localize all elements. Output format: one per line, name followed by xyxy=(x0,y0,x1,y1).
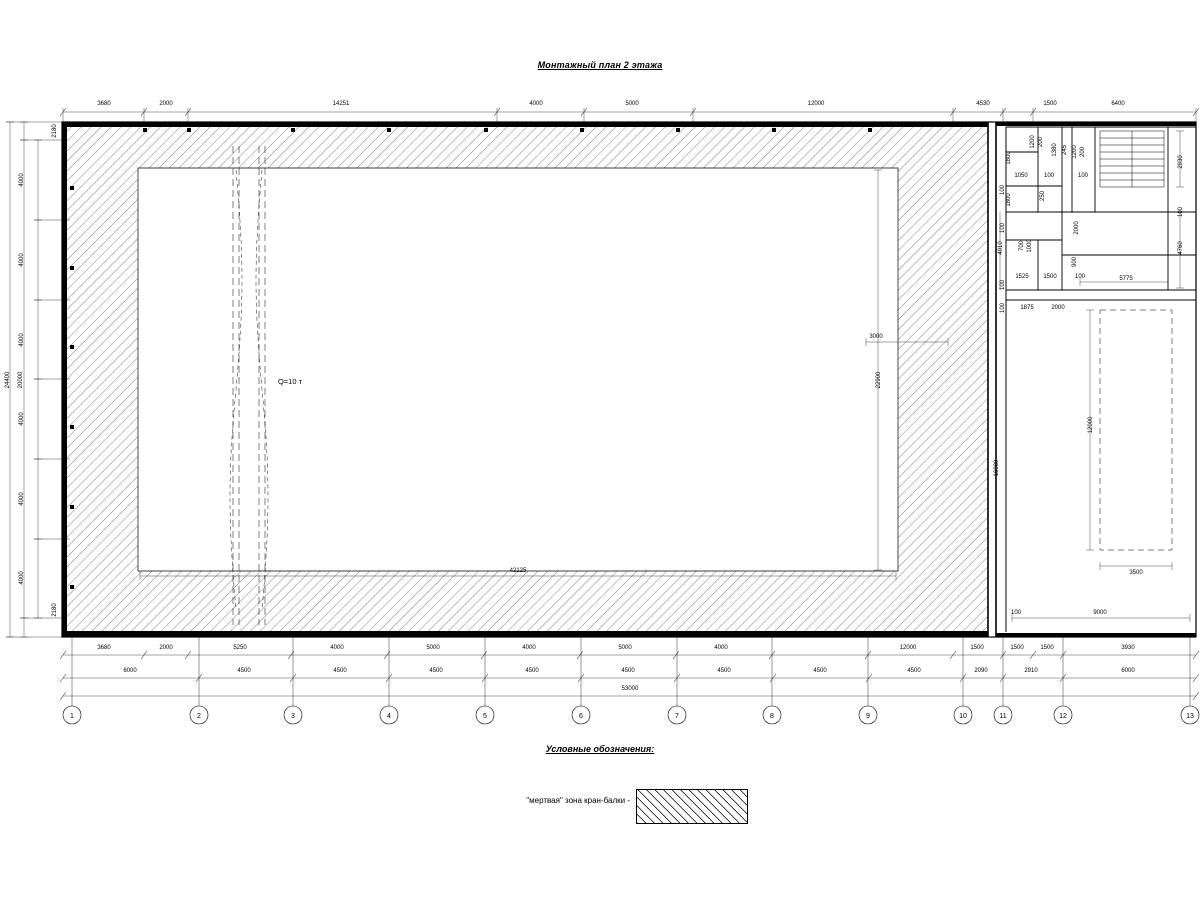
dim-bot2-11: 2910 xyxy=(1024,668,1038,674)
dim-interior-3000: 3000 xyxy=(869,334,883,340)
dim-top-9: 6400 xyxy=(1111,101,1125,107)
dim-bot1-3: 5250 xyxy=(233,645,247,651)
dim-bot1-11: 1500 xyxy=(1010,645,1024,651)
dim-bot2-6: 4500 xyxy=(621,668,635,674)
room-dim-1800-b: 1800 xyxy=(1006,193,1012,207)
dim-bot2-8: 4500 xyxy=(813,668,827,674)
room-dim-200-b: 200 xyxy=(1080,146,1086,158)
dim-bot2-5: 4500 xyxy=(525,668,539,674)
room-dim-100-c: 100 xyxy=(1000,222,1006,234)
dim-left-group: 20000 xyxy=(18,371,24,389)
dim-left-sub-top: 2180 xyxy=(52,124,58,138)
axis-bubble-7: 7 xyxy=(675,712,679,720)
room-dim-100-e: 100 xyxy=(1000,302,1006,314)
room-dim-1525: 1525 xyxy=(1015,274,1029,280)
room-dim-100-g: 100 xyxy=(1077,173,1089,179)
axis-bubble-1: 1 xyxy=(70,712,74,720)
room-dim-2000-a: 2000 xyxy=(1051,305,1065,311)
dim-top-2: 2000 xyxy=(159,101,173,107)
dim-bot1-5: 5000 xyxy=(426,645,440,651)
dim-bot2-3: 4500 xyxy=(333,668,347,674)
dim-bot2-10: 2090 xyxy=(974,668,988,674)
room-dim-900: 900 xyxy=(1072,256,1078,268)
room-dim-200-a: 200 xyxy=(1038,136,1044,148)
dim-left-2: 4000 xyxy=(19,253,25,267)
drawing-title: Монтажный план 2 этажа xyxy=(537,60,663,70)
dim-interior-3500: 3500 xyxy=(1129,570,1143,576)
dim-bot1-4: 4000 xyxy=(330,645,344,651)
axis-bubble-3: 3 xyxy=(291,712,295,720)
dim-bot2-2: 4500 xyxy=(237,668,251,674)
crane-capacity-label: Q=10 т xyxy=(277,377,303,386)
dim-bot2-12: 6000 xyxy=(1121,668,1135,674)
dim-bot1-13: 3930 xyxy=(1121,645,1135,651)
room-dim-1000: 1000 xyxy=(1027,239,1033,253)
room-dim-2000-b: 2000 xyxy=(1074,221,1080,235)
dim-left-5: 4000 xyxy=(19,492,25,506)
dim-bot1-8: 4000 xyxy=(714,645,728,651)
axis-bubble-5: 5 xyxy=(483,712,487,720)
room-dim-1800-a: 1800 xyxy=(1006,151,1012,165)
room-dim-100-a: 100 xyxy=(1043,173,1055,179)
room-dim-100-b: 100 xyxy=(1000,184,1006,196)
axis-bubble-10: 10 xyxy=(959,712,967,720)
dim-bot2-7: 4500 xyxy=(717,668,731,674)
dim-interior-5775: 5775 xyxy=(1119,276,1133,282)
dim-bot1-1: 3680 xyxy=(97,645,111,651)
dim-bot2-1: 6000 xyxy=(123,668,137,674)
room-dim-100-i: 100 xyxy=(1000,279,1006,291)
dim-bot1-9: 12000 xyxy=(899,645,917,651)
room-dim-100-f: 100 xyxy=(1010,610,1022,616)
axis-bubble-9: 9 xyxy=(866,712,870,720)
axis-bubble-4: 4 xyxy=(387,712,391,720)
dim-bot1-2: 2000 xyxy=(159,645,173,651)
dim-top-7: 4530 xyxy=(976,101,990,107)
dim-interior-12000: 12000 xyxy=(1088,416,1094,434)
room-dim-700: 700 xyxy=(1019,240,1025,252)
dim-left-total: 24400 xyxy=(5,371,11,389)
dim-bot2-9: 4500 xyxy=(907,668,921,674)
room-dim-245: 245 xyxy=(1062,144,1068,156)
axis-bubble-8: 8 xyxy=(770,712,774,720)
dim-bot2-4: 4500 xyxy=(429,668,443,674)
dim-interior-4010: 4010 xyxy=(998,241,1004,255)
dim-left-3: 4000 xyxy=(19,333,25,347)
room-dim-1200-b: 1200 xyxy=(1072,145,1078,159)
dim-bot1-6: 4000 xyxy=(522,645,536,651)
legend-item-label: "мертвая" зона кран-балки - xyxy=(526,796,630,805)
dim-bot1-12: 1500 xyxy=(1040,645,1054,651)
legend-title: Условные обозначения: xyxy=(545,744,655,754)
axis-bubble-6: 6 xyxy=(579,712,583,720)
dim-left-1: 4000 xyxy=(19,173,25,187)
dim-interior-2930: 2930 xyxy=(1178,155,1184,169)
axis-bubble-12: 12 xyxy=(1059,712,1067,720)
dim-left-sub-bottom: 2180 xyxy=(52,603,58,617)
dim-interior-4760: 4760 xyxy=(1178,241,1184,255)
dim-bot1-10: 1500 xyxy=(970,645,984,651)
room-dim-1050: 1050 xyxy=(1014,173,1028,179)
dim-left-4: 4000 xyxy=(19,412,25,426)
room-dim-250: 250 xyxy=(1040,190,1046,202)
dim-interior-42125: 42125 xyxy=(509,568,527,574)
axis-bubble-2: 2 xyxy=(197,712,201,720)
dim-total-53000: 53000 xyxy=(621,686,639,692)
dim-top-8: 1500 xyxy=(1043,101,1057,107)
dim-top-4: 4000 xyxy=(529,101,543,107)
room-dim-100-d: 100 xyxy=(1074,274,1086,280)
dim-bot1-7: 5000 xyxy=(618,645,632,651)
axis-bubble-13: 13 xyxy=(1186,712,1194,720)
dim-interior-9000: 9000 xyxy=(1093,610,1107,616)
dim-interior-16980: 16980 xyxy=(994,459,1000,477)
dim-top-3: 14251 xyxy=(332,101,350,107)
dim-top-6: 12000 xyxy=(807,101,825,107)
axis-bubble-11: 11 xyxy=(999,712,1007,720)
room-dim-1200-a: 1200 xyxy=(1030,135,1036,149)
dim-left-6: 4000 xyxy=(19,571,25,585)
room-dim-1380: 1380 xyxy=(1052,143,1058,157)
dim-top-5: 5000 xyxy=(625,101,639,107)
legend-hatch-swatch xyxy=(636,789,748,824)
room-dim-1500-a: 1500 xyxy=(1043,274,1057,280)
room-dim-100-h: 100 xyxy=(1178,206,1184,218)
room-dim-1875: 1875 xyxy=(1020,305,1034,311)
dim-top-1: 3680 xyxy=(97,101,111,107)
dim-interior-22900: 22900 xyxy=(876,371,882,389)
